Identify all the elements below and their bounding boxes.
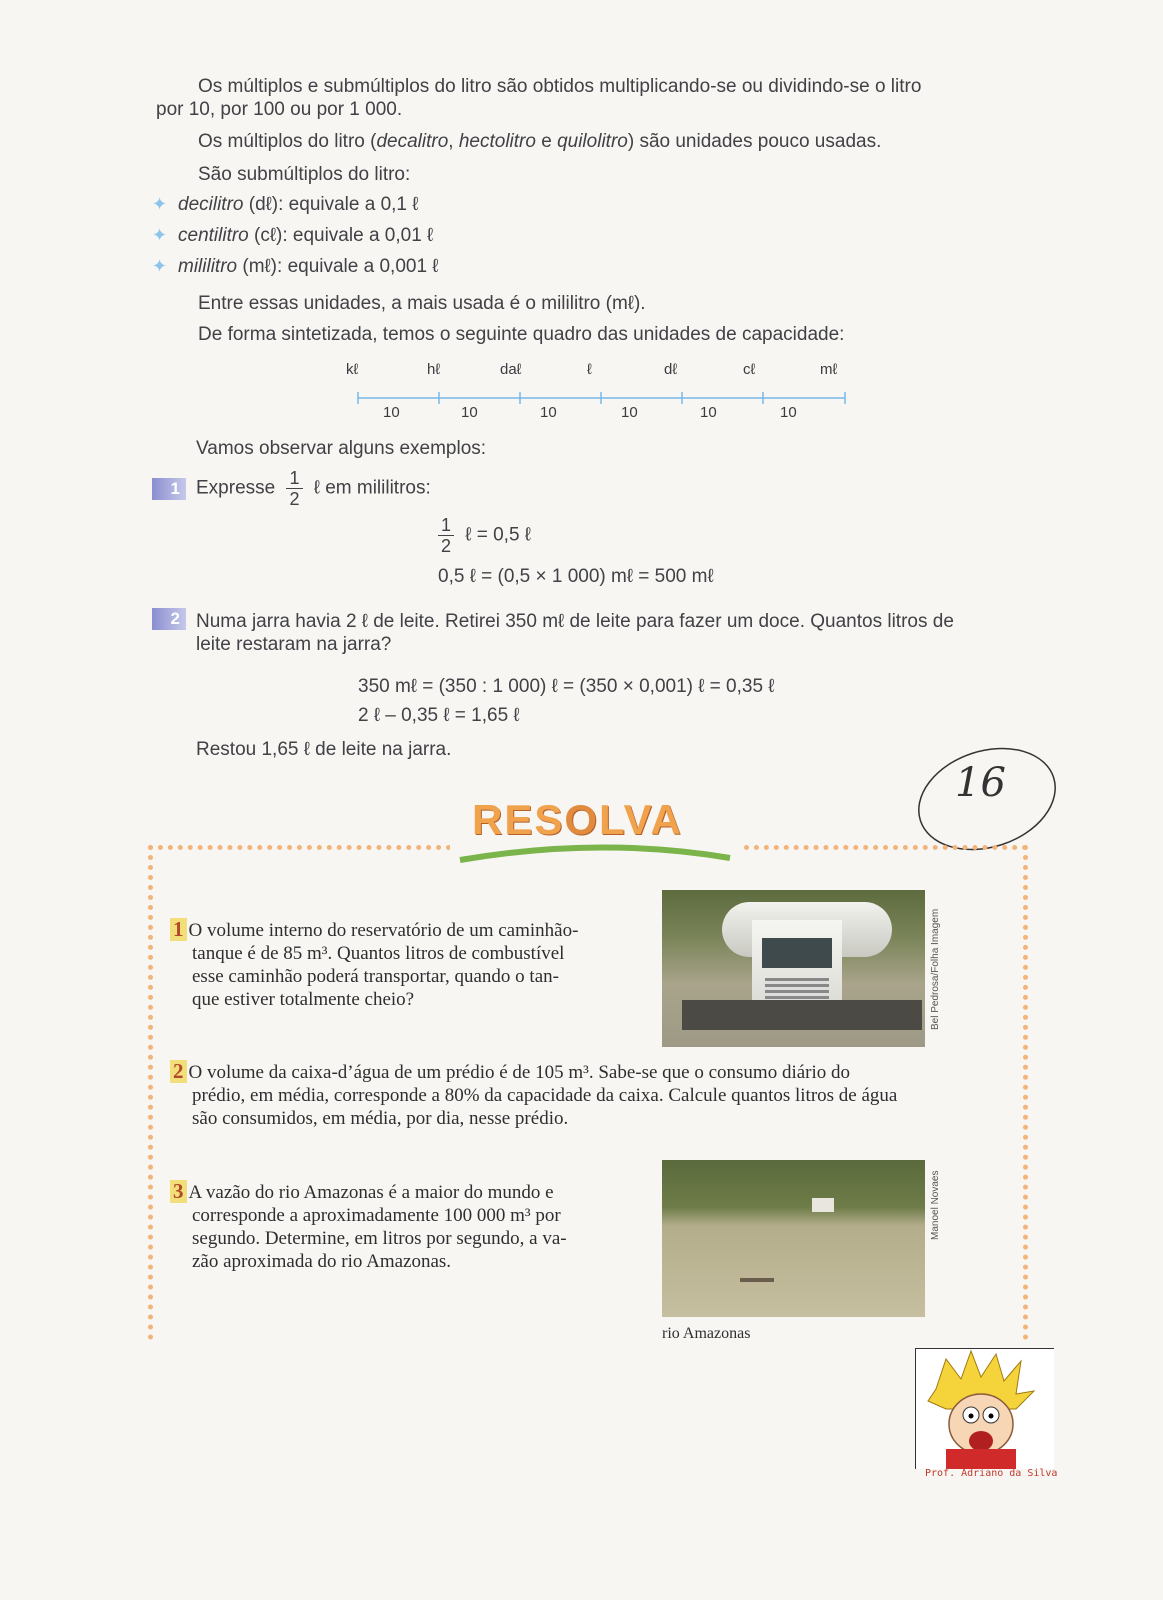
question-2: 2 O volume da caixa-d’água de um prédio é de 105 m³. Sabe-se que o consumo diário do prédio, em média, corresponde a 80% da capacidade da caixa. Calcule quantos litros de água são consumidos, em média, por dia, nesse prédio. [170, 1060, 897, 1130]
example2-calc2: 2 ℓ – 0,35 ℓ = 1,65 ℓ [358, 705, 520, 726]
example-badge-2: 2 [152, 608, 186, 630]
river-photo [662, 1160, 925, 1317]
star-bullet-icon: ✦ [152, 225, 168, 245]
scale-unit-cl: cℓ [743, 361, 756, 378]
scale-factor: 10 [540, 404, 557, 421]
scale-factor: 10 [700, 404, 717, 421]
scale-unit-ml: mℓ [820, 361, 838, 378]
scale-unit-dl: dℓ [664, 361, 678, 378]
cartoon-stamp [915, 1348, 1054, 1469]
intro-para1-line1: Os múltiplos e submúltiplos do litro são obtidos multiplicando-se ou dividindo-se o litro [198, 76, 922, 97]
list-item: ✦ mililitro (mℓ): equivale a 0,001 ℓ [152, 256, 439, 277]
star-bullet-icon: ✦ [152, 256, 168, 276]
intro-para4: Entre essas unidades, a mais usada é o mililitro (mℓ). [198, 293, 646, 314]
truck-photo [662, 890, 925, 1047]
example1-step1: $\frac{1}{2}$ ℓ = 0,5 ℓ [438, 515, 531, 556]
intro-para5: De forma sintetizada, temos o seguinte quadro das unidades de capacidade: [198, 324, 845, 345]
star-bullet-icon: ✦ [152, 194, 168, 214]
list-item: ✦ decilitro (dℓ): equivale a 0,1 ℓ [152, 194, 419, 215]
fraction: $\frac{1}{2}$ [438, 515, 454, 556]
scale-unit-hl: hℓ [427, 361, 441, 378]
example2-answer: Restou 1,65 ℓ de leite na jarra. [196, 739, 452, 760]
photo-credit: Manoel Novaes [930, 1170, 941, 1240]
scale-unit-kl: kℓ [346, 361, 359, 378]
example2-text-line2: leite restaram na jarra? [196, 634, 392, 655]
resolva-title: RESOLVA [450, 792, 740, 867]
cartoon-face-icon [916, 1349, 1054, 1469]
example2-text-line1: Numa jarra havia 2 ℓ de leite. Retirei 350 mℓ de leite para fazer um doce. Quantos litros de [196, 611, 954, 632]
photo-credit: Bel Pedrosa/Folha Imagem [930, 908, 941, 1030]
scale-unit-dal: daℓ [500, 361, 522, 378]
example-badge-1: 1 [152, 478, 186, 500]
scale-factor: 10 [780, 404, 797, 421]
scale-factor: 10 [383, 404, 400, 421]
scale-factor: 10 [461, 404, 478, 421]
capacity-scale [340, 360, 860, 430]
intro-para3: São submúltiplos do litro: [198, 164, 411, 185]
list-item: ✦ centilitro (cℓ): equivale a 0,01 ℓ [152, 225, 434, 246]
intro-para1-line2: por 10, por 100 ou por 1 000. [156, 99, 403, 120]
examples-intro: Vamos observar alguns exemplos: [196, 438, 487, 459]
intro-para2: Os múltiplos do litro (decalitro, hectolitro e quilolitro) são unidades pouco usadas. [198, 131, 882, 152]
photo-caption: rio Amazonas [662, 1325, 751, 1342]
question-number: 3 [170, 1180, 187, 1203]
example1-statement: Expresse $\frac{1}{2}$ ℓ em mililitros: [196, 468, 431, 509]
scale-unit-l: ℓ [587, 361, 592, 378]
question-1: 1 O volume interno do reservatório de um caminhão- tanque é de 85 m³. Quantos litros de combustível esse caminhão poderá transportar, quando o tan- que estiver totalmente cheio? [170, 918, 578, 1011]
handwritten-page-number: 16 [905, 742, 1070, 857]
example1-step2: 0,5 ℓ = (0,5 × 1 000) mℓ = 500 mℓ [438, 566, 714, 587]
example2-calc1: 350 mℓ = (350 : 1 000) ℓ = (350 × 0,001) ℓ = 0,35 ℓ [358, 676, 775, 697]
question-number: 1 [170, 918, 187, 941]
scale-factor: 10 [621, 404, 638, 421]
fraction: $\frac{1}{2}$ [286, 468, 302, 509]
signature: Prof. Adriano da Silva [925, 1468, 1058, 1479]
question-number: 2 [170, 1060, 187, 1083]
question-3: 3 A vazão do rio Amazonas é a maior do mundo e corresponde a aproximadamente 100 000 m³ por segundo. Determine, em litros por segundo, a va- zão aproximada do rio Amazonas. [170, 1180, 567, 1273]
